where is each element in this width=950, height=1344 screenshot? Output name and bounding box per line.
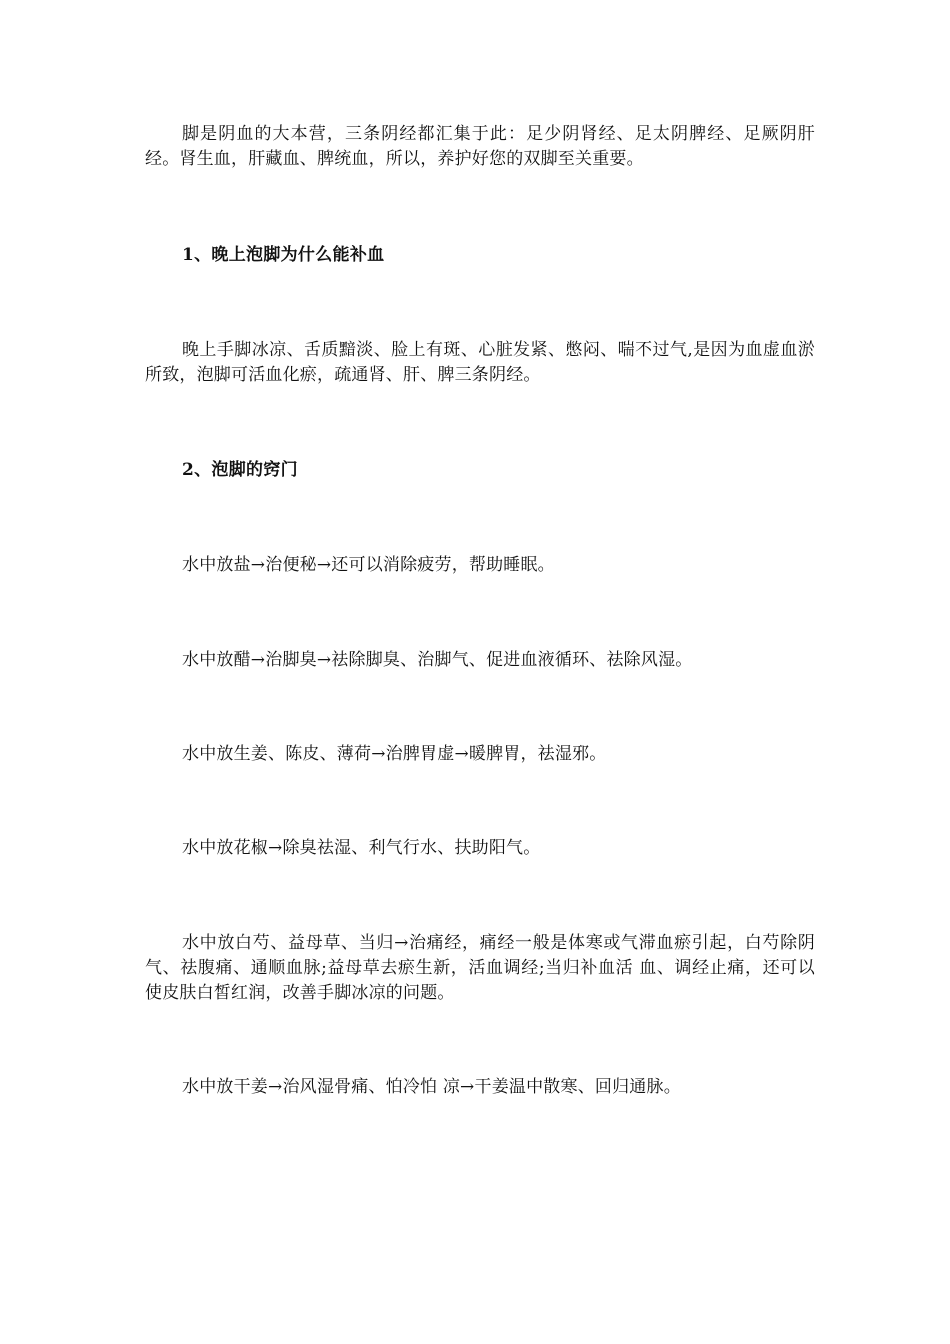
section-heading-2: 2、泡脚的窍门 (182, 460, 298, 480)
tip-salt: 水中放盐→治便秘→还可以消除疲劳，帮助睡眠。 (182, 555, 555, 575)
section-heading-1: 1、晚上泡脚为什么能补血 (182, 245, 385, 265)
tip-sichuan-pepper: 水中放花椒→除臭祛湿、利气行水、扶助阳气。 (182, 838, 541, 858)
section-1-paragraph: 晚上手脚冰凉、舌质黯淡、脸上有斑、心脏发紧、憋闷、喘不过气,是因为血虚血淤所致，泡脚可活血化瘀，疏通肾、肝、脾三条阴经。 (145, 340, 815, 385)
tip-vinegar: 水中放醋→治脚臭→祛除脚臭、治脚气、促进血液循环、祛除风湿。 (182, 650, 693, 670)
tip-peony-motherwort-angelica: 水中放白芍、益母草、当归→治痛经，痛经一般是体寒或气滞血瘀引起，白芍除阴气、祛腹痛、通顺血脉;益母草去瘀生新，活血调经;当归补血活 血、调经止痛，还可以使皮肤白皙红润，改善手脚冰凉的问题。 (145, 933, 815, 1003)
tip-ginger-peel-mint: 水中放生姜、陈皮、薄荷→治脾胃虚→暖脾胃，祛湿邪。 (182, 744, 607, 764)
tip-dried-ginger: 水中放干姜→治风湿骨痛、怕冷怕 凉→干姜温中散寒、回归通脉。 (182, 1077, 681, 1097)
intro-paragraph: 脚是阴血的大本营，三条阴经都汇集于此：足少阴肾经、足太阴脾经、足厥阴肝经。肾生血，肝藏血、脾统血，所以，养护好您的双脚至关重要。 (145, 124, 815, 169)
